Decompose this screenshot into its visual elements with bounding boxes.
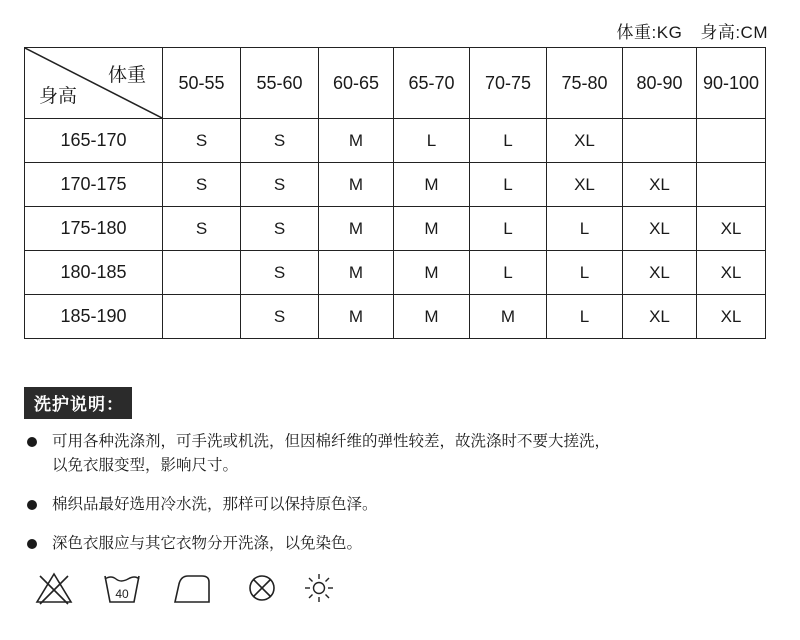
height-label: 175-180 <box>25 207 163 251</box>
care-text: 深色衣服应与其它衣物分开洗涤，以免染色。 <box>52 535 363 552</box>
table-row <box>25 163 766 207</box>
size-cell: XL <box>623 207 697 251</box>
bullet-icon <box>27 437 37 447</box>
table-row <box>25 251 766 295</box>
size-cell: L <box>470 251 547 295</box>
height-label: 165-170 <box>25 119 163 163</box>
weight-header: 90-100 <box>697 48 766 119</box>
size-cell: L <box>470 119 547 163</box>
care-text: 棉织品最好选用冷水洗，那样可以保持原色泽。 <box>52 496 378 513</box>
header-row <box>25 48 766 119</box>
height-label: 185-190 <box>25 295 163 339</box>
list-item <box>24 430 784 478</box>
no-tumble-dry-icon <box>242 570 282 606</box>
size-cell: L <box>547 295 623 339</box>
height-unit: 身高:CM <box>700 23 768 42</box>
size-cell: L <box>394 119 470 163</box>
wash-40-icon <box>102 570 142 606</box>
no-bleach-icon <box>34 570 74 606</box>
height-label: 180-185 <box>25 251 163 295</box>
weight-header: 55-60 <box>241 48 319 119</box>
size-cell: XL <box>623 295 697 339</box>
size-cell: XL <box>697 251 766 295</box>
size-cell <box>163 251 241 295</box>
table-row <box>25 295 766 339</box>
height-label: 170-175 <box>25 163 163 207</box>
care-text: 以免衣服变型，影响尺寸。 <box>52 457 239 474</box>
size-cell: M <box>319 163 394 207</box>
care-title: 洗护说明： <box>24 387 132 419</box>
size-cell: XL <box>623 251 697 295</box>
size-cell: M <box>319 119 394 163</box>
size-cell: S <box>163 119 241 163</box>
size-cell: M <box>394 251 470 295</box>
size-cell: XL <box>547 119 623 163</box>
size-cell: M <box>319 251 394 295</box>
size-cell: S <box>241 163 319 207</box>
size-cell: XL <box>547 163 623 207</box>
weight-header: 80-90 <box>623 48 697 119</box>
corner-weight-label: 体重 <box>107 65 146 86</box>
weight-header: 50-55 <box>163 48 241 119</box>
unit-note <box>599 18 768 43</box>
weight-header: 60-65 <box>319 48 394 119</box>
list-item <box>24 493 784 517</box>
bullet-icon <box>27 539 37 549</box>
corner-height-label: 身高 <box>39 86 78 107</box>
table-row <box>25 207 766 251</box>
size-cell: S <box>241 295 319 339</box>
size-cell: XL <box>697 295 766 339</box>
size-cell <box>163 295 241 339</box>
size-cell: XL <box>697 207 766 251</box>
size-cell: M <box>470 295 547 339</box>
size-cell: S <box>241 251 319 295</box>
size-cell: XL <box>623 163 697 207</box>
size-cell: S <box>163 207 241 251</box>
size-cell: S <box>241 119 319 163</box>
weight-unit: 体重:KG <box>616 23 683 42</box>
weight-header: 70-75 <box>470 48 547 119</box>
corner-cell <box>25 48 163 119</box>
size-cell: M <box>394 163 470 207</box>
size-cell: L <box>547 207 623 251</box>
weight-header: 65-70 <box>394 48 470 119</box>
size-cell: S <box>241 207 319 251</box>
size-cell: M <box>394 207 470 251</box>
size-cell: M <box>394 295 470 339</box>
size-cell: L <box>470 163 547 207</box>
size-cell <box>623 119 697 163</box>
care-text: 可用各种洗涤剂，可手洗或机洗，但因棉纤维的弹性较差，故洗涤时不要大搓洗， <box>52 433 611 450</box>
size-cell: L <box>470 207 547 251</box>
size-cell <box>697 119 766 163</box>
weight-header: 75-80 <box>547 48 623 119</box>
wash-temp-label: 40 <box>115 587 129 601</box>
list-item <box>24 532 784 556</box>
size-cell: M <box>319 207 394 251</box>
size-cell <box>697 163 766 207</box>
care-instructions <box>24 430 784 556</box>
bullet-icon <box>27 500 37 510</box>
table-row <box>25 119 766 163</box>
size-cell: M <box>319 295 394 339</box>
size-chart <box>24 47 766 339</box>
iron-icon <box>172 570 212 606</box>
sun-dry-icon <box>299 570 339 606</box>
size-cell: S <box>163 163 241 207</box>
size-cell: L <box>547 251 623 295</box>
